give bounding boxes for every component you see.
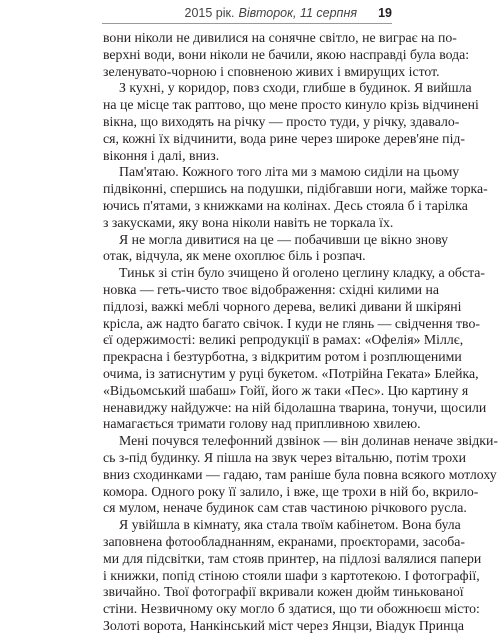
text-line: Золоті ворота, Нанкінський міст через Янцзи, Віадук Принца — [103, 617, 464, 633]
text-line: Я не могла дивитися на це — побачивши це вікно знову — [119, 231, 449, 247]
body-text — [103, 30, 498, 635]
text-line: Я увійшла в кімнату, яка стала твоїм кабінетом. Вона була — [119, 517, 461, 533]
text-line: Пам'ятаю. Кожного того літа ми з мамою сиділи на цьому — [119, 164, 460, 180]
text-line: звичайно. Твої фотографії вкривали кожен дюйм тинькованої — [103, 584, 464, 600]
text-line: заповнена фотообладнанням, екранами, проєкторами, засоба- — [103, 533, 466, 549]
running-head-year: 2015 рік. — [184, 6, 235, 20]
text-line: ся мулом, неначе будинок сам став частиною річкового русла. — [103, 500, 467, 516]
text-line: З кухні, у коридор, повз сходи, глибше в будинок. Я вийшла — [119, 80, 472, 96]
text-line: «Відьомський шабаш» Гойї, його ж таки «Пес». Цю картину я — [103, 382, 469, 398]
running-head — [0, 2, 500, 24]
text-line: і книжки, попід стіною стояли шафи з картотекою. І фотографії, — [103, 567, 480, 583]
text-line: вниз сходинками — гадаю, там раніше була повна всякого мотлоху — [103, 466, 497, 482]
text-line: Мені почувся телефонний дзвінок — він долинав неначе звідки- — [119, 433, 498, 449]
text-line: ючись п'ятами, з книжками на колінах. Десь стояла б і тарілка — [103, 197, 468, 213]
text-line: очима, із затиснутим у руці букетом. «Потрійна Геката» Блейка, — [103, 365, 479, 381]
text-line: на це місце так раптово, що мене просто кинуло крізь відчинені — [103, 97, 479, 113]
text-line: намагається тримати голову над припливною хвилею. — [103, 416, 421, 432]
running-head-title — [185, 6, 357, 20]
page-number: 19 — [378, 6, 392, 20]
text-line: прекрасна і безтурботна, з відкритим ротом і розплющеними — [103, 349, 462, 365]
text-line: підлозі, важкі меблі чорного дерева, великі дивани й шкіряні — [103, 298, 462, 314]
header-rule — [102, 23, 392, 24]
text-line: вони ніколи не дивилися на сонячне світло, не вигрaє на по- — [103, 30, 457, 45]
text-line: комора. Одного року її залило, і вже, ще трохи в ній бо, вкрило- — [103, 483, 479, 499]
text-line: єї одержимості: великі репродукції в рамах: «Офелія» Міллє, — [103, 332, 464, 348]
text-line: отак, відчула, як мене охоплює біль і розпач. — [103, 248, 366, 264]
text-line: вікна, що виходять на річку — просто туди, у річку, здавалo- — [103, 113, 460, 129]
text-line: ся, кожні їх відчинити, вода рине через широке дерев'яне під- — [103, 130, 466, 146]
text-line: сь з-під будинку. Я пішла на звук через вітальню, потім трохи — [103, 449, 467, 465]
text-line: новка — геть-чисто твоє відображення: східні килими на — [103, 281, 439, 297]
text-line: з закусками, яку вона ніколи навіть не торкала їх. — [103, 214, 394, 230]
text-line: зеленувато-чорною і сповненою живих і вмирущих істот. — [103, 63, 440, 79]
text-line: підвіконні, спершись на подушки, підібгавши ноги, майже торка- — [103, 181, 488, 197]
text-line: верхні води, вони ніколи не бачили, якою насправді була вода: — [103, 46, 470, 62]
text-line: ми для підсвітки, там стояв принтер, на підлозі валялися папери — [103, 550, 482, 566]
text-line: стіни. Незвичному оку могло б здатися, що ти обожнюєш місто: — [103, 601, 480, 617]
running-head-date: Вівторок, 11 серпня — [238, 6, 357, 20]
text-line: крісла, аж надто багато свічок. І куди не глянь — свідчення тво- — [103, 315, 480, 331]
text-line: ненавиджу найдужче: на ній бідолашна тварина, тонучи, щосили — [103, 399, 487, 415]
text-line: віконня і далі, вниз. — [103, 147, 220, 163]
text-line: Тиньк зі стін було зчищено й оголено цеглину кладку, а обста- — [119, 265, 485, 281]
